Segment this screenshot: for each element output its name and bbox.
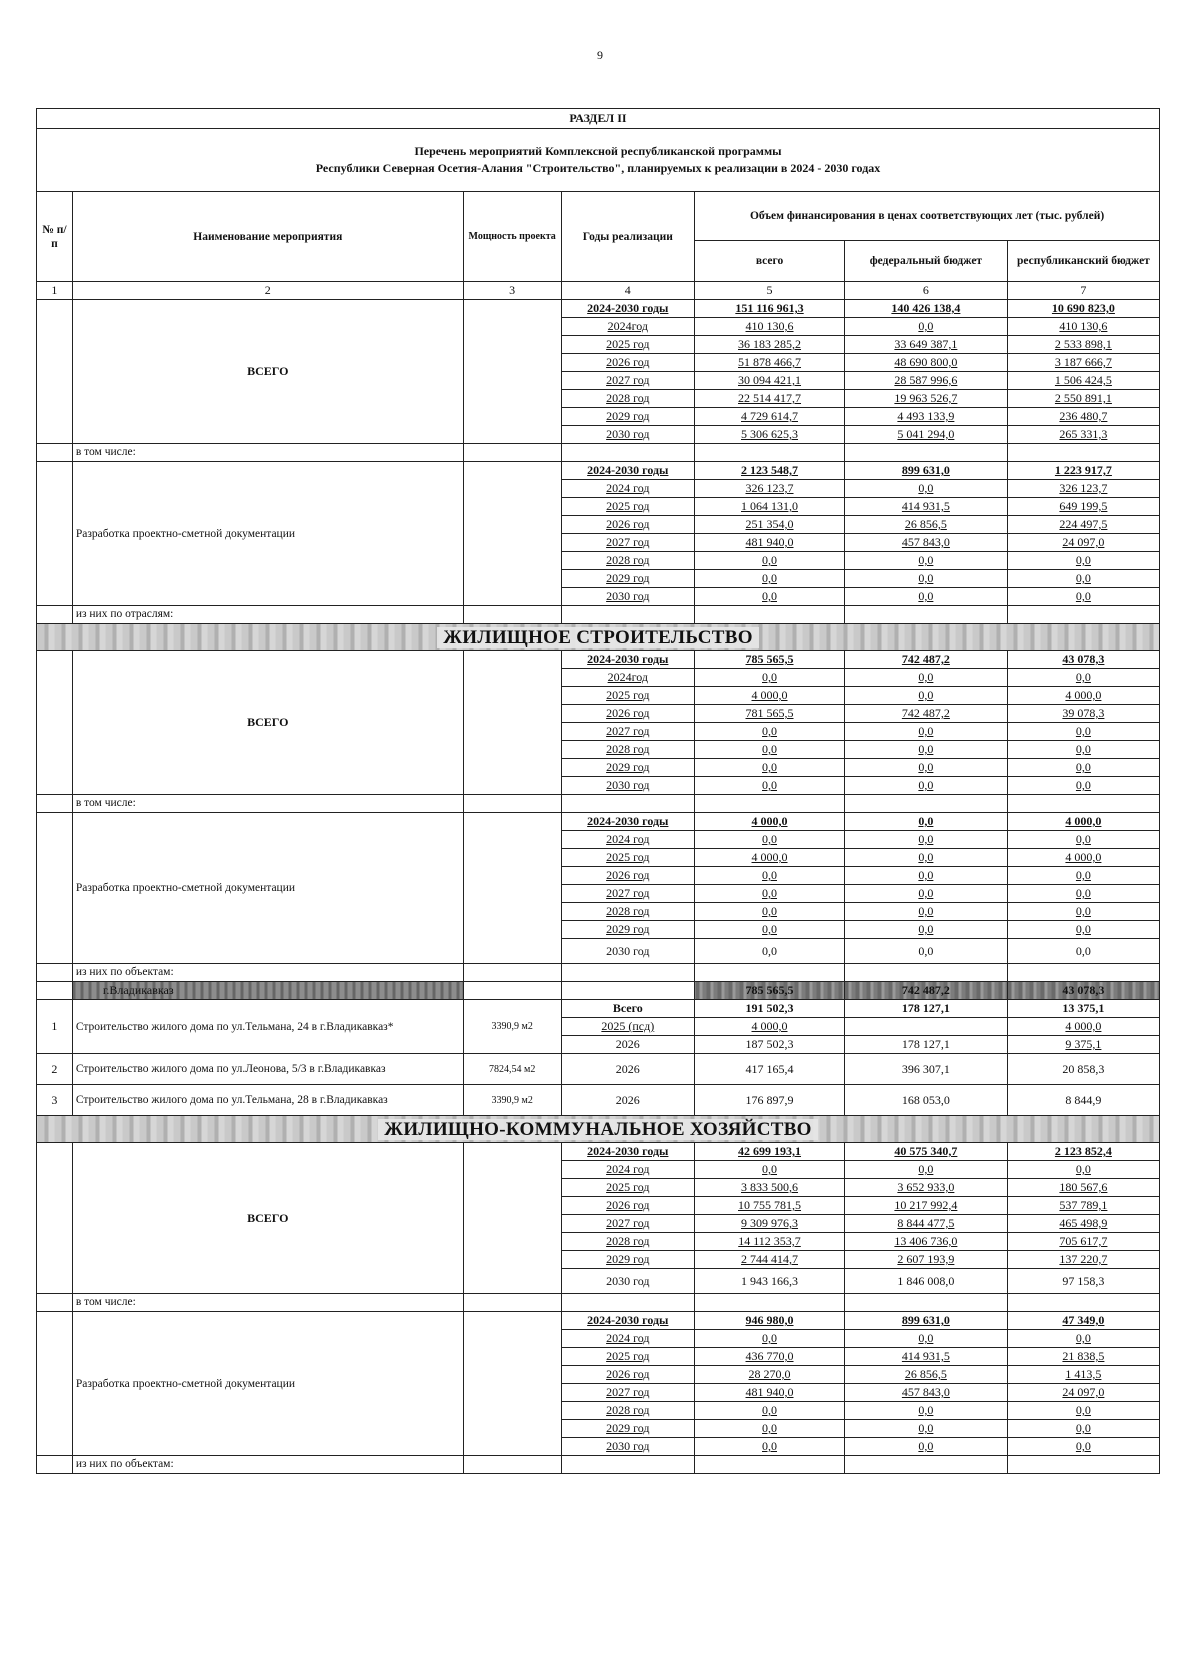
federal-cell: 0,0 (844, 813, 1007, 831)
year-cell: 2029 год (561, 1420, 695, 1438)
total-cell: 9 309 976,3 (695, 1215, 845, 1233)
by-object-label: из них по объектам: (72, 964, 463, 982)
federal-cell: 899 631,0 (844, 462, 1007, 480)
year-cell: 2024год (561, 318, 695, 336)
republic-cell: 326 123,7 (1007, 480, 1159, 498)
federal-cell: 5 041 294,0 (844, 426, 1007, 444)
header-name: Наименование мероприятия (72, 192, 463, 282)
total-cell: 0,0 (695, 552, 845, 570)
total-cell: 410 130,6 (695, 318, 845, 336)
republic-cell: 24 097,0 (1007, 534, 1159, 552)
federal-cell: 10 217 992,4 (844, 1197, 1007, 1215)
year-cell: 2025 год (561, 498, 695, 516)
year-cell: 2026 год (561, 705, 695, 723)
section-banner-utilities (37, 1116, 1160, 1143)
federal-cell: 40 575 340,7 (844, 1143, 1007, 1161)
republic-cell: 20 858,3 (1007, 1054, 1159, 1085)
capacity-cell (463, 300, 561, 444)
year-cell: 2026 (561, 1036, 695, 1054)
federal-cell: 4 493 133,9 (844, 408, 1007, 426)
year-cell: 2030 год (561, 1438, 695, 1456)
object-name: Строительство жилого дома по ул.Леонова, 5/3 в г.Владикавказ (72, 1054, 463, 1085)
federal-cell: 0,0 (844, 318, 1007, 336)
federal-cell: 48 690 800,0 (844, 354, 1007, 372)
federal-cell (844, 1018, 1007, 1036)
republic-cell: 39 078,3 (1007, 705, 1159, 723)
republic-cell: 0,0 (1007, 885, 1159, 903)
year-cell: 2025 год (561, 687, 695, 705)
num-cell (37, 1456, 73, 1474)
num-cell (37, 1294, 73, 1312)
header-capacity: Мощность проекта (463, 192, 561, 282)
federal-cell: 168 053,0 (844, 1085, 1007, 1116)
total-cell: 781 565,5 (695, 705, 845, 723)
year-cell: 2025 год (561, 336, 695, 354)
city-federal-cell: 742 487,2 (844, 982, 1007, 1000)
year-cell: 2025 (псд) (561, 1018, 695, 1036)
federal-cell: 2 607 193,9 (844, 1251, 1007, 1269)
republic-cell: 0,0 (1007, 1402, 1159, 1420)
republic-cell: 3 187 666,7 (1007, 354, 1159, 372)
federal-cell: 0,0 (844, 570, 1007, 588)
republic-cell: 10 690 823,0 (1007, 300, 1159, 318)
year-cell: 2027 год (561, 885, 695, 903)
year-cell: 2029 год (561, 570, 695, 588)
republic-cell: 236 480,7 (1007, 408, 1159, 426)
federal-cell: 0,0 (844, 1438, 1007, 1456)
year-cell: 2030 год (561, 777, 695, 795)
federal-cell: 26 856,5 (844, 1366, 1007, 1384)
year-cell: 2025 год (561, 1348, 695, 1366)
num-cell (37, 300, 73, 444)
total-label: ВСЕГО (72, 300, 463, 444)
num-cell (37, 982, 73, 1000)
col-number: 7 (1007, 282, 1159, 300)
city-total-cell: 785 565,5 (695, 982, 845, 1000)
year-cell: 2027 год (561, 372, 695, 390)
total-cell: 4 000,0 (695, 687, 845, 705)
year-cell: 2028 год (561, 1402, 695, 1420)
federal-cell: 742 487,2 (844, 705, 1007, 723)
republic-cell: 13 375,1 (1007, 1000, 1159, 1018)
total-cell: 42 699 193,1 (695, 1143, 845, 1161)
total-cell: 0,0 (695, 777, 845, 795)
city-republic-cell: 43 078,3 (1007, 982, 1159, 1000)
republic-cell: 0,0 (1007, 669, 1159, 687)
republic-cell: 649 199,5 (1007, 498, 1159, 516)
year-cell: 2026 год (561, 1366, 695, 1384)
total-cell: 30 094 421,1 (695, 372, 845, 390)
capacity-cell (463, 1312, 561, 1456)
year-cell: 2027 год (561, 723, 695, 741)
federal-cell: 0,0 (844, 759, 1007, 777)
object-capacity: 7824,54 м2 (463, 1054, 561, 1085)
by-sector-label: из них по отраслям: (72, 606, 463, 624)
year-cell: 2024 год (561, 1330, 695, 1348)
object-name: Строительство жилого дома по ул.Тельмана, 24 в г.Владикавказ* (72, 1000, 463, 1054)
total-cell: 0,0 (695, 885, 845, 903)
object-num: 2 (37, 1054, 73, 1085)
total-cell: 151 116 961,3 (695, 300, 845, 318)
col-number: 6 (844, 282, 1007, 300)
federal-cell: 457 843,0 (844, 1384, 1007, 1402)
total-cell: 481 940,0 (695, 1384, 845, 1402)
year-cell: 2028 год (561, 1233, 695, 1251)
federal-cell: 0,0 (844, 741, 1007, 759)
republic-cell: 2 123 852,4 (1007, 1143, 1159, 1161)
federal-cell: 0,0 (844, 867, 1007, 885)
year-cell: 2027 год (561, 1384, 695, 1402)
total-cell: 4 000,0 (695, 1018, 845, 1036)
total-cell: 10 755 781,5 (695, 1197, 845, 1215)
page-number: 9 (597, 48, 603, 62)
year-cell: 2026 год (561, 867, 695, 885)
federal-cell: 0,0 (844, 1420, 1007, 1438)
republic-cell: 0,0 (1007, 552, 1159, 570)
psd-label: Разработка проектно-сметной документации (72, 462, 463, 606)
total-cell: 0,0 (695, 939, 845, 964)
republic-cell: 4 000,0 (1007, 849, 1159, 867)
republic-cell: 0,0 (1007, 1438, 1159, 1456)
object-num: 3 (37, 1085, 73, 1116)
republic-cell: 9 375,1 (1007, 1036, 1159, 1054)
federal-cell: 0,0 (844, 588, 1007, 606)
object-name: Строительство жилого дома по ул.Тельмана, 28 в г.Владикавказ (72, 1085, 463, 1116)
year-cell: 2025 год (561, 849, 695, 867)
total-cell: 0,0 (695, 759, 845, 777)
col-number: 4 (561, 282, 695, 300)
by-object-label: из них по объектам: (72, 1456, 463, 1474)
republic-cell: 0,0 (1007, 759, 1159, 777)
total-cell: 417 165,4 (695, 1054, 845, 1085)
num-cell (37, 444, 73, 462)
program-title (37, 129, 1160, 192)
section-banner-utilities-text: ЖИЛИЩНО-КОММУНАЛЬНОЕ ХОЗЯЙСТВО (378, 1119, 818, 1140)
total-label: ВСЕГО (72, 1143, 463, 1294)
federal-cell: 0,0 (844, 687, 1007, 705)
year-cell: 2026 (561, 1054, 695, 1085)
federal-cell: 33 649 387,1 (844, 336, 1007, 354)
total-cell: 0,0 (695, 1402, 845, 1420)
year-cell: 2029 год (561, 759, 695, 777)
republic-cell: 265 331,3 (1007, 426, 1159, 444)
republic-cell: 1 506 424,5 (1007, 372, 1159, 390)
year-cell: 2024 год (561, 831, 695, 849)
program-table (36, 108, 1160, 1474)
federal-cell: 0,0 (844, 723, 1007, 741)
federal-cell: 414 931,5 (844, 498, 1007, 516)
total-cell: 326 123,7 (695, 480, 845, 498)
num-cell (37, 964, 73, 982)
total-cell: 2 123 548,7 (695, 462, 845, 480)
num-cell (37, 1312, 73, 1456)
republic-cell: 4 000,0 (1007, 813, 1159, 831)
year-cell: 2028 год (561, 552, 695, 570)
republic-cell: 97 158,3 (1007, 1269, 1159, 1294)
total-cell: 187 502,3 (695, 1036, 845, 1054)
psd-label: Разработка проектно-сметной документации (72, 813, 463, 964)
total-cell: 0,0 (695, 723, 845, 741)
including-label: в том числе: (72, 795, 463, 813)
year-cell: 2024 год (561, 480, 695, 498)
total-cell: 4 729 614,7 (695, 408, 845, 426)
republic-cell: 2 533 898,1 (1007, 336, 1159, 354)
republic-cell: 410 130,6 (1007, 318, 1159, 336)
num-cell (37, 651, 73, 795)
capacity-cell (463, 462, 561, 606)
year-cell: Всего (561, 1000, 695, 1018)
federal-cell: 0,0 (844, 885, 1007, 903)
num-cell (37, 1143, 73, 1294)
total-cell: 0,0 (695, 1420, 845, 1438)
object-num: 1 (37, 1000, 73, 1054)
year-cell: 2028 год (561, 903, 695, 921)
federal-cell: 396 307,1 (844, 1054, 1007, 1085)
total-cell: 0,0 (695, 1161, 845, 1179)
republic-cell: 0,0 (1007, 921, 1159, 939)
republic-cell: 8 844,9 (1007, 1085, 1159, 1116)
header-funding: Объем финансирования в ценах соответствующих лет (тыс. рублей) (695, 192, 1160, 241)
republic-cell: 0,0 (1007, 723, 1159, 741)
federal-cell: 13 406 736,0 (844, 1233, 1007, 1251)
year-cell: 2030 год (561, 939, 695, 964)
header-federal: федеральный бюджет (844, 241, 1007, 282)
federal-cell: 28 587 996,6 (844, 372, 1007, 390)
capacity-cell (463, 651, 561, 795)
year-cell: 2027 год (561, 1215, 695, 1233)
year-cell: 2029 год (561, 1251, 695, 1269)
year-cell: 2024-2030 годы (561, 462, 695, 480)
section-title: РАЗДЕЛ II (37, 109, 1160, 129)
federal-cell: 0,0 (844, 921, 1007, 939)
federal-cell: 0,0 (844, 1161, 1007, 1179)
republic-cell: 0,0 (1007, 939, 1159, 964)
object-capacity: 3390,9 м2 (463, 1085, 561, 1116)
republic-cell: 0,0 (1007, 867, 1159, 885)
total-cell: 3 833 500,6 (695, 1179, 845, 1197)
federal-cell: 742 487,2 (844, 651, 1007, 669)
col-number: 2 (72, 282, 463, 300)
total-cell: 0,0 (695, 903, 845, 921)
section-banner-housing-text: ЖИЛИЩНОЕ СТРОИТЕЛЬСТВО (437, 627, 759, 648)
total-cell: 51 878 466,7 (695, 354, 845, 372)
total-cell: 0,0 (695, 588, 845, 606)
republic-cell: 1 413,5 (1007, 1366, 1159, 1384)
year-cell: 2030 год (561, 426, 695, 444)
total-cell: 28 270,0 (695, 1366, 845, 1384)
total-cell: 0,0 (695, 831, 845, 849)
republic-cell: 137 220,7 (1007, 1251, 1159, 1269)
republic-cell: 1 223 917,7 (1007, 462, 1159, 480)
program-title-line-2: Республики Северная Осетия-Алания "Строительство", планируемых к реализации в 2024 - 2030 годах (315, 161, 881, 175)
total-cell: 0,0 (695, 921, 845, 939)
total-cell: 436 770,0 (695, 1348, 845, 1366)
republic-cell: 0,0 (1007, 570, 1159, 588)
republic-cell: 705 617,7 (1007, 1233, 1159, 1251)
federal-cell: 19 963 526,7 (844, 390, 1007, 408)
total-cell: 785 565,5 (695, 651, 845, 669)
header-years: Годы реализации (561, 192, 695, 282)
year-cell: 2024-2030 годы (561, 1312, 695, 1330)
year-cell: 2030 год (561, 588, 695, 606)
col-number: 1 (37, 282, 73, 300)
year-cell: 2028 год (561, 741, 695, 759)
federal-cell: 0,0 (844, 849, 1007, 867)
num-cell (37, 813, 73, 964)
total-cell: 1 064 131,0 (695, 498, 845, 516)
total-cell: 2 744 414,7 (695, 1251, 845, 1269)
federal-cell: 140 426 138,4 (844, 300, 1007, 318)
num-cell (37, 606, 73, 624)
total-label: ВСЕГО (72, 651, 463, 795)
federal-cell: 1 846 008,0 (844, 1269, 1007, 1294)
republic-cell: 0,0 (1007, 1330, 1159, 1348)
year-cell: 2024-2030 годы (561, 813, 695, 831)
total-cell: 0,0 (695, 867, 845, 885)
header-total: всего (695, 241, 845, 282)
total-cell: 14 112 353,7 (695, 1233, 845, 1251)
federal-cell: 0,0 (844, 1330, 1007, 1348)
year-cell: 2026 год (561, 516, 695, 534)
section-banner-housing (37, 624, 1160, 651)
republic-cell: 0,0 (1007, 903, 1159, 921)
federal-cell: 0,0 (844, 552, 1007, 570)
republic-cell: 2 550 891,1 (1007, 390, 1159, 408)
total-cell: 0,0 (695, 669, 845, 687)
total-cell: 0,0 (695, 741, 845, 759)
num-cell (37, 795, 73, 813)
total-cell: 4 000,0 (695, 849, 845, 867)
program-table-sheet (36, 108, 1160, 1474)
republic-cell: 0,0 (1007, 831, 1159, 849)
year-cell: 2027 год (561, 534, 695, 552)
republic-cell: 0,0 (1007, 1161, 1159, 1179)
federal-cell: 899 631,0 (844, 1312, 1007, 1330)
total-cell: 946 980,0 (695, 1312, 845, 1330)
total-cell: 481 940,0 (695, 534, 845, 552)
republic-cell: 224 497,5 (1007, 516, 1159, 534)
republic-cell: 465 498,9 (1007, 1215, 1159, 1233)
object-capacity: 3390,9 м2 (463, 1000, 561, 1054)
year-cell: 2026 (561, 1085, 695, 1116)
total-cell: 0,0 (695, 1438, 845, 1456)
num-cell (37, 462, 73, 606)
year-cell: 2030 год (561, 1269, 695, 1294)
federal-cell: 0,0 (844, 1402, 1007, 1420)
republic-cell: 0,0 (1007, 1420, 1159, 1438)
city-label: г.Владикавказ (72, 982, 463, 1000)
year-cell: 2024-2030 годы (561, 651, 695, 669)
republic-cell: 0,0 (1007, 741, 1159, 759)
total-cell: 191 502,3 (695, 1000, 845, 1018)
republic-cell: 21 838,5 (1007, 1348, 1159, 1366)
total-cell: 251 354,0 (695, 516, 845, 534)
republic-cell: 0,0 (1007, 588, 1159, 606)
federal-cell: 0,0 (844, 480, 1007, 498)
federal-cell: 0,0 (844, 903, 1007, 921)
total-cell: 22 514 417,7 (695, 390, 845, 408)
federal-cell: 0,0 (844, 669, 1007, 687)
republic-cell: 4 000,0 (1007, 687, 1159, 705)
federal-cell: 0,0 (844, 777, 1007, 795)
year-cell: 2028 год (561, 390, 695, 408)
psd-label: Разработка проектно-сметной документации (72, 1312, 463, 1456)
federal-cell: 3 652 933,0 (844, 1179, 1007, 1197)
federal-cell: 178 127,1 (844, 1036, 1007, 1054)
header-num: № п/п (37, 192, 73, 282)
capacity-cell (463, 1143, 561, 1294)
republic-cell: 4 000,0 (1007, 1018, 1159, 1036)
year-cell: 2026 год (561, 1197, 695, 1215)
federal-cell: 457 843,0 (844, 534, 1007, 552)
federal-cell: 0,0 (844, 939, 1007, 964)
year-cell: 2024-2030 годы (561, 300, 695, 318)
year-cell: 2024год (561, 669, 695, 687)
year-cell: 2024-2030 годы (561, 1143, 695, 1161)
total-cell: 5 306 625,3 (695, 426, 845, 444)
including-label: в том числе: (72, 1294, 463, 1312)
year-cell: 2029 год (561, 408, 695, 426)
federal-cell: 414 931,5 (844, 1348, 1007, 1366)
total-cell: 36 183 285,2 (695, 336, 845, 354)
col-number: 5 (695, 282, 845, 300)
republic-cell: 537 789,1 (1007, 1197, 1159, 1215)
total-cell: 176 897,9 (695, 1085, 845, 1116)
year-cell: 2024 год (561, 1161, 695, 1179)
col-number: 3 (463, 282, 561, 300)
total-cell: 0,0 (695, 570, 845, 588)
year-cell: 2025 год (561, 1179, 695, 1197)
federal-cell: 26 856,5 (844, 516, 1007, 534)
republic-cell: 47 349,0 (1007, 1312, 1159, 1330)
total-cell: 4 000,0 (695, 813, 845, 831)
year-cell: 2029 год (561, 921, 695, 939)
republic-cell: 43 078,3 (1007, 651, 1159, 669)
federal-cell: 8 844 477,5 (844, 1215, 1007, 1233)
republic-cell: 24 097,0 (1007, 1384, 1159, 1402)
federal-cell: 178 127,1 (844, 1000, 1007, 1018)
capacity-cell (463, 813, 561, 964)
program-title-line-1: Перечень мероприятий Комплексной республиканской программы (414, 144, 782, 158)
republic-cell: 180 567,6 (1007, 1179, 1159, 1197)
year-cell: 2026 год (561, 354, 695, 372)
header-republic: республиканский бюджет (1007, 241, 1159, 282)
total-cell: 0,0 (695, 1330, 845, 1348)
including-label: в том числе: (72, 444, 463, 462)
republic-cell: 0,0 (1007, 777, 1159, 795)
total-cell: 1 943 166,3 (695, 1269, 845, 1294)
federal-cell: 0,0 (844, 831, 1007, 849)
